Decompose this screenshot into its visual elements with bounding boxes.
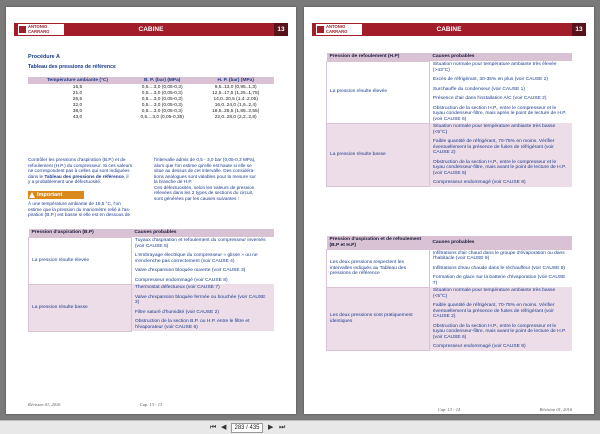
table-header: Pression d'aspiration (B.P) <box>29 229 132 237</box>
cause-item: L'embrayage électrique du compresseur « glisse » ou ne s'enclenche pas correctement (voir CAUSE 4) <box>134 253 258 264</box>
table-row <box>327 123 572 187</box>
brand-logo: ANTONIO CARRARO <box>316 24 362 35</box>
cause-item: Infiltrations d'air chaud dans le groupe d'évaporation ou dans l'habitacle (voir CAUSE 9) <box>432 250 565 261</box>
table-cell: 0,5....3,0 (0,05-0,3) <box>141 96 183 102</box>
cause-item: Excès de réfrigérant, 30-35% en plus (voir CAUSE 2) <box>432 77 549 82</box>
row-causes <box>131 237 273 284</box>
row-condition: La pression résulte basse <box>29 284 132 331</box>
table-header-row <box>327 53 572 61</box>
cause-item: Compresseur endommagé (voir CAUSE 8) <box>432 180 526 185</box>
explanation-paragraph: l'intervalle admis de 0,5 - 3,0 bar (0,05-0,3 MPa), alors que l'on estime qu'elle est haute si elle se situe au dessus de cet intervalle. Des considéra- tions analogues sont valables pour la mesure sur la branche de H.P. Ces défectuosités, selon les valeurs de pression relevées dans les 2 types de sections du circuit, sont générées par les causes suivantes : <box>154 157 256 201</box>
table-header: Pression d'aspiration et de refoulement (B.P et H.P) <box>327 236 430 250</box>
pressure-reference-table <box>28 77 274 120</box>
row-causes <box>429 123 571 187</box>
table-cell: 32,0 <box>72 102 83 108</box>
cause-item: Thermostat défectueux (voir CAUSE 7) <box>134 285 220 290</box>
row-causes <box>131 284 273 331</box>
table-header: Causes probables <box>131 229 273 237</box>
cause-item: Présence d'air dans l'installation A/C (voir CAUSE 2) <box>432 96 547 101</box>
intro-paragraph: Contrôler les pressions d'aspiration (B.P.) et de refoulement (H.P.) du compresseur. Si ces valeurs ne correspondent pas à celles qui sont indiquées dans le Tableau des pressions de référence, il y a probablement une défectuosité. <box>28 157 133 184</box>
chapter-number: 13 <box>274 23 288 36</box>
row-causes <box>429 61 571 123</box>
row-causes <box>429 250 571 288</box>
cause-item: Surchauffe du condenseur (voir CAUSE 1) <box>432 86 525 92</box>
table-header: H. P. (bar) (MPa) <box>197 77 274 84</box>
page-footer <box>28 402 274 407</box>
table-row <box>28 114 274 120</box>
table-header-row <box>327 236 572 250</box>
table-cell: 15,5 <box>72 84 83 90</box>
cause-item: Obstruction de la section H.P., entre le compresseur et le tuyau condenseur-filtre, mais avant le point de lecture de H.P. (voir CAUSE 6) <box>432 323 567 340</box>
table-cell: 26,5 <box>72 96 83 102</box>
suction-discharge-table <box>326 236 572 351</box>
suction-pressure-table <box>28 229 274 332</box>
table-header-row <box>29 229 274 237</box>
table-row <box>327 287 572 351</box>
page-number-input[interactable]: 283 / 435 <box>231 423 263 433</box>
table-cell: 21,0 <box>72 90 83 96</box>
cause-item: Valve d'expansion bloquée ouverte (voir CAUSE 3) <box>134 268 246 273</box>
discharge-pressure-table <box>326 53 572 187</box>
table-cell: 0,5....3,0 (0,05-0,3) <box>141 102 183 108</box>
table-cell: 12,5..17,5 (1,25..1,75) <box>212 90 260 96</box>
important-paragraph: À une température ambiante de 15,5 °C, l'on estime que la pression du manomètre relié à l'as- piration (B.P.) est basse si elle est en dessous de <box>28 201 131 217</box>
revision-label: Révision 01, 2016 <box>539 407 572 412</box>
row-condition: La pression résulte basse <box>327 123 430 187</box>
left-page <box>6 7 296 414</box>
table-row <box>327 61 572 123</box>
table-cell: 9,5..13,0 (0,95..1,3) <box>214 84 257 90</box>
cause-item: Obstruction de la section H.P., entre le compresseur et le tuyau condenseur-filtre, mais avant le point de lecture de H.P. (voir CAUSE 6) <box>432 159 567 176</box>
brand-logo: ANTONIO CARRARO <box>18 24 64 35</box>
first-page-button[interactable]: ⏮ <box>210 424 217 431</box>
cause-item: Infiltrations d'eau chaude dans le réchauffeur (voir CAUSE 9) <box>432 265 566 271</box>
cause-item: Faible quantité de réfrigérant, 70-75% en moins. Vérifier éventuellement la présence de fuites de réfrigérant (voir CAUSE 2) <box>432 303 555 319</box>
table-row <box>327 250 572 288</box>
section-title: CABINE <box>138 26 164 33</box>
cause-item: Situation normale pour température ambiante très élevée (>43°C) <box>432 62 557 73</box>
page-ref: Cap. 13 - 14 <box>437 407 461 412</box>
cause-item: Formation de glace sur la batterie d'évaporation (voir CAUSE 7) <box>432 275 566 286</box>
page-header <box>14 23 288 36</box>
table-header: Température ambiante (°C) <box>28 77 127 84</box>
cause-item: Situation normale pour température ambiante très basse (<5°C) <box>432 288 556 299</box>
row-condition: Les deux pressions respectent les intervalles indiqués au Tableau des pressions de référence <box>327 250 430 288</box>
right-page <box>304 7 594 414</box>
row-condition: Les deux pressions sont pratiquement identiques <box>327 287 430 351</box>
table-cell: 0,5....3,0 (0,05-0,3) <box>141 90 183 96</box>
row-causes <box>429 287 571 351</box>
table-header: B. P. (bar) (MPa) <box>127 77 197 84</box>
cause-item: Situation normale pour température ambiante très basse (<5°C) <box>432 124 556 135</box>
table-cell: 38,0 <box>72 108 83 114</box>
table-cell: 0,5....3,0 (0,05-0,3) <box>141 84 183 90</box>
warning-icon <box>29 192 35 198</box>
cause-item: Faible quantité de réfrigérant, 70-75% en moins. Vérifier éventuellement la présence de fuites de réfrigérant (voir CAUSE 2) <box>432 139 555 155</box>
page-ref: Cap. 13 - 13 <box>139 402 163 407</box>
revision-label: Révision 01, 2016 <box>28 402 61 407</box>
row-condition: La pression résulte élevée <box>29 237 132 284</box>
table-cell: 22,0..28,0 (2,2..2,8) <box>214 114 257 120</box>
cause-item: Tuyaux d'aspiration et refoulement du compresseur inversés (voir CAUSE 5) <box>134 238 266 249</box>
table-header: Pression de refoulement (H.P) <box>327 53 430 61</box>
prev-page-button[interactable]: ◀ <box>221 424 227 431</box>
cause-item: Filtre saturé d'humidité (voir CAUSE 2) <box>134 309 219 315</box>
chapter-number: 13 <box>572 23 586 36</box>
table-header: Causes probables <box>429 236 571 250</box>
table-cell: 16,0..24,0 (1,6..2,4) <box>214 102 257 108</box>
table-header: Causes probables <box>429 53 571 61</box>
last-page-button[interactable]: ⏭ <box>279 424 286 431</box>
cause-item: Obstruction de la section H.P., entre le compresseur et le tuyau condenseur-filtre, mais après le point de lecture de H.P. (voir CAUSE 6) <box>432 105 567 122</box>
table-cell: 0,5....3,0 (0,05-0,35) <box>140 114 184 120</box>
next-page-button[interactable]: ▶ <box>268 424 274 431</box>
table-title: Tableau des pressions de référence <box>28 64 116 70</box>
section-title: CABINE <box>436 26 462 33</box>
cause-item: Valve d'expansion bloquée fermée ou bouchée (voir CAUSE 3) <box>134 294 266 305</box>
viewer-toolbar <box>0 420 600 434</box>
table-cell: 14,0..20,5 (1,4..2,05) <box>213 96 258 102</box>
table-cell: 18,5..25,5 (1,85..2,55) <box>212 108 260 114</box>
important-banner: Important <box>28 191 84 199</box>
cause-item: Compresseur endommagé (voir CAUSE 8) <box>432 344 526 349</box>
row-condition: La pression résulte élevée <box>327 61 430 123</box>
cause-item: Compresseur endommagé (voir CAUSE 8) <box>134 277 228 283</box>
table-cell: 0,5....3,0 (0,05-0,3) <box>141 108 183 114</box>
table-row <box>29 237 274 284</box>
page-header <box>312 23 586 36</box>
table-cell: 43,0 <box>72 114 83 120</box>
procedure-title: Procédure A <box>28 54 60 60</box>
table-row <box>29 284 274 331</box>
cause-item: Obstruction de la section B.P. ou H.P. entre le filtre et l'évaporateur (voir CAUSE 6) <box>134 319 250 330</box>
